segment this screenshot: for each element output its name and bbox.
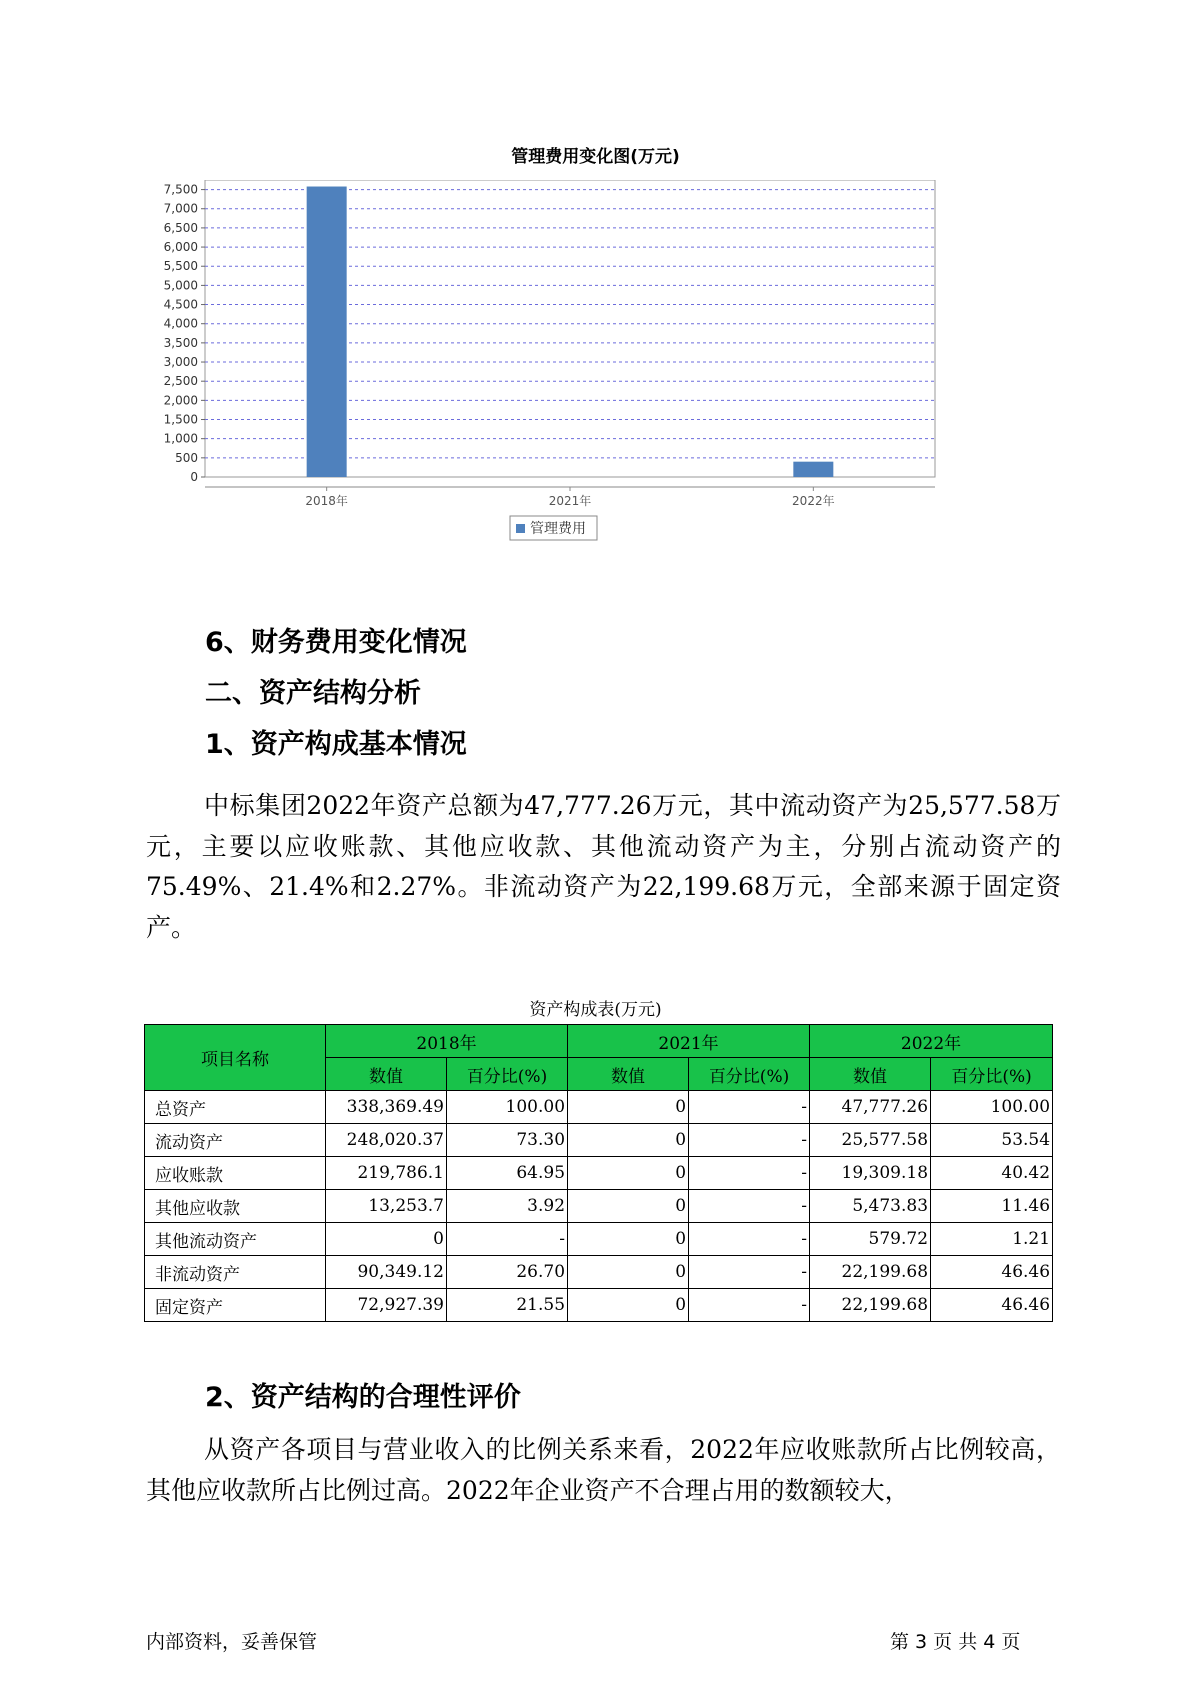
percent-cell: 46.46 [931,1289,1053,1322]
value-cell: 22,199.68 [810,1289,931,1322]
y-tick-label: 6,500 [163,220,198,235]
table-row [145,1157,1053,1190]
bar-2018年 [307,187,347,477]
y-tick-label: 2,000 [163,393,198,408]
y-tick-label: 3,500 [163,335,198,350]
percent-cell: 100.00 [447,1091,568,1124]
value-cell: 0 [568,1091,689,1124]
table-body [145,1091,1053,1322]
row-label: 应收账款 [145,1157,326,1190]
percent-cell: - [689,1256,810,1289]
y-tick-label: 1,500 [163,412,198,427]
percent-cell: 73.30 [447,1124,568,1157]
asset-composition-table [144,1024,1053,1322]
table-row [145,1289,1053,1322]
percent-cell: 26.70 [447,1256,568,1289]
value-cell: 579.72 [810,1223,931,1256]
header-percent: 百分比(%) [931,1058,1053,1091]
value-cell: 248,020.37 [326,1124,447,1157]
value-cell: 25,577.58 [810,1124,931,1157]
table-row [145,1124,1053,1157]
value-cell: 219,786.1 [326,1157,447,1190]
y-tick-label: 500 [175,450,198,465]
value-cell: 90,349.12 [326,1256,447,1289]
heading-asset-structure: 二、资产结构分析 [205,678,421,709]
header-value: 数值 [810,1058,931,1091]
value-cell: 22,199.68 [810,1256,931,1289]
header-item-name: 项目名称 [145,1025,326,1091]
value-cell: 0 [568,1190,689,1223]
percent-cell: 53.54 [931,1124,1053,1157]
percent-cell: - [447,1223,568,1256]
table-row [145,1256,1053,1289]
row-label: 固定资产 [145,1289,326,1322]
asset-evaluation-paragraph: 从资产各项目与营业收入的比例关系来看，2022年应收账款所占比例较高，其他应收款所占比例过高。2022年企业资产不合理占用的数额较大， [146,1435,1061,1505]
heading-financial-expense: 6、财务费用变化情况 [205,627,467,658]
value-cell: 0 [568,1289,689,1322]
value-cell: 0 [568,1223,689,1256]
row-label: 其他应收款 [145,1190,326,1223]
value-cell: 19,309.18 [810,1157,931,1190]
legend-swatch [516,524,525,533]
x-tick-label: 2022年 [792,494,835,508]
value-cell: 47,777.26 [810,1091,931,1124]
header-value: 数值 [568,1058,689,1091]
table-caption: 资产构成表(万元) [529,1000,662,1020]
y-tick-label: 7,000 [163,201,198,216]
row-label: 非流动资产 [145,1256,326,1289]
percent-cell: 3.92 [447,1190,568,1223]
row-label: 总资产 [145,1091,326,1124]
header-percent: 百分比(%) [447,1058,568,1091]
footer-confidential-note: 内部资料，妥善保管 [146,1631,318,1653]
asset-summary-paragraph: 中标集团2022年资产总额为47,777.26万元，其中流动资产为25,577.58万元，主要以应收账款、其他应收款、其他流动资产为主，分别占流动资产的75.49%、21.4%和2.27%。非流动资产为22,199.68万元，全部来源于固定资产。 [146,791,1061,942]
heading-asset-reasonableness: 2、资产结构的合理性评价 [205,1382,521,1413]
y-tick-label: 6,000 [163,240,198,255]
y-tick-label: 3,000 [163,355,198,370]
y-tick-label: 0 [190,470,198,484]
percent-cell: 64.95 [447,1157,568,1190]
y-tick-label: 4,500 [163,297,198,312]
value-cell: 0 [568,1124,689,1157]
y-tick-label: 7,500 [163,182,198,197]
x-tick-label: 2018年 [305,494,348,508]
percent-cell: 11.46 [931,1190,1053,1223]
header-year-2022: 2022年 [810,1025,1053,1058]
y-tick-label: 2,500 [163,374,198,389]
value-cell: 0 [326,1223,447,1256]
percent-cell: 21.55 [447,1289,568,1322]
x-tick-label: 2021年 [548,494,592,508]
header-percent: 百分比(%) [689,1058,810,1091]
percent-cell: - [689,1124,810,1157]
value-cell: 13,253.7 [326,1190,447,1223]
percent-cell: - [689,1091,810,1124]
chart-title: 管理费用变化图(万元) [511,147,680,167]
value-cell: 0 [568,1157,689,1190]
footer-page-number: 第 3 页 共 4 页 [890,1631,1021,1653]
table-row [145,1223,1053,1256]
table-row [145,1091,1053,1124]
table-row [145,1190,1053,1223]
value-cell: 338,369.49 [326,1091,447,1124]
percent-cell: - [689,1157,810,1190]
percent-cell: 40.42 [931,1157,1053,1190]
y-tick-label: 5,000 [163,278,198,293]
y-tick-label: 4,000 [163,316,198,331]
percent-cell: - [689,1289,810,1322]
percent-cell: - [689,1190,810,1223]
value-cell: 5,473.83 [810,1190,931,1223]
percent-cell: 1.21 [931,1223,1053,1256]
legend-label: 管理费用 [530,521,586,537]
y-tick-label: 1,000 [163,431,198,446]
management-expense-chart [150,180,1020,590]
header-year-2021: 2021年 [568,1025,810,1058]
row-label: 流动资产 [145,1124,326,1157]
value-cell: 72,927.39 [326,1289,447,1322]
percent-cell: - [689,1223,810,1256]
bar-2022年 [793,462,833,477]
value-cell: 0 [568,1256,689,1289]
header-value: 数值 [326,1058,447,1091]
heading-asset-composition: 1、资产构成基本情况 [205,729,467,760]
percent-cell: 100.00 [931,1091,1053,1124]
header-year-2018: 2018年 [326,1025,568,1058]
y-tick-label: 5,500 [163,259,198,274]
percent-cell: 46.46 [931,1256,1053,1289]
row-label: 其他流动资产 [145,1223,326,1256]
